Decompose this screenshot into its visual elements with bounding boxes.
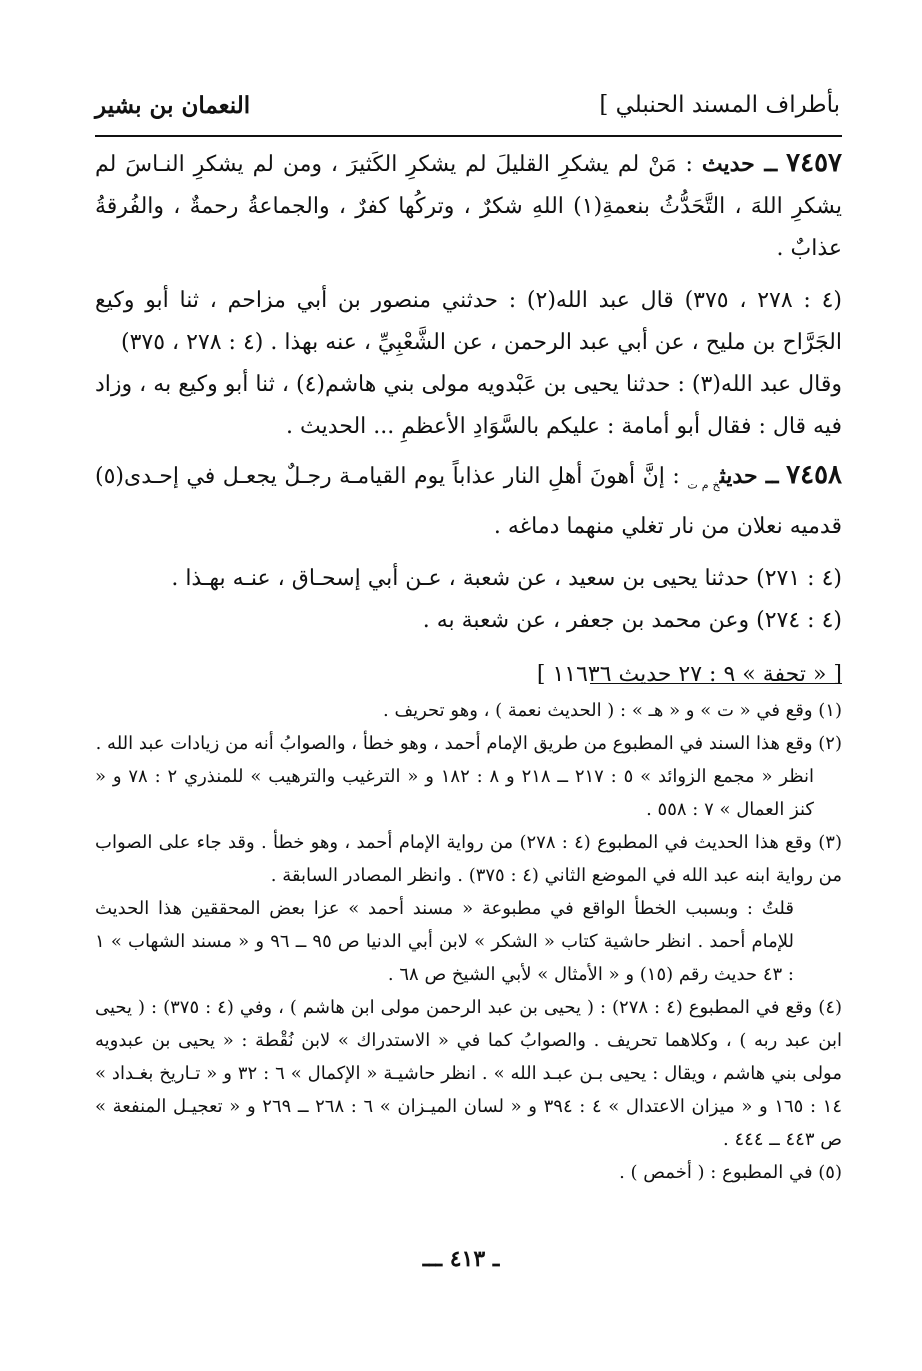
- header-divider: [95, 135, 842, 137]
- hadith-7457: [95, 142, 842, 270]
- hadith-label: ــ حديث: [701, 151, 778, 177]
- hadith-label: ــ حديث: [719, 463, 779, 489]
- hadith-7457-isnad-2: وقال عبد الله(٣) : حدثنا يحيى بن عَبْدويه مولى بني هاشم(٤) ، ثنا أبو وكيع به ، وزاد فيه قال : فقال أبو أمامة : عليكم بالسَّوَادِ الأعظمِ ... الحديث .: [95, 372, 842, 439]
- hadith-7458: [95, 454, 842, 548]
- source-marker: خ م ت: [687, 478, 720, 492]
- footnotes: [95, 694, 842, 1189]
- footnote-2: (٢) وقع هذا السند في المطبوع من طريق الإمام أحمد ، وهو خطأ ، والصوابُ أنه من زيادات عبد الله .: [95, 733, 842, 754]
- main-text: [95, 142, 842, 696]
- footnote-1: (١) وقع في « ت » و « هـ » : ( الحديث نعمة ) ، وهو تحريف .: [383, 700, 842, 721]
- hadith-number: ٧٤٥٧: [786, 148, 842, 178]
- running-header: [95, 92, 840, 132]
- hadith-number: ٧٤٥٨: [786, 460, 843, 490]
- hadith-text: : مَنْ لم يشكرِ القليلَ لم يشكرِ الكَثيرَ ، ومن لم يشكرِ النـاسَ لم يشكرِ اللهَ ، التَّحَدُّثُ بنعمةِ(١) اللهِ شكرٌ ، وتركُها كفرٌ ، والجماعةُ رحمةٌ ، والفُرقةُ عذابٌ .: [95, 152, 842, 261]
- hadith-7457-isnad-1: (٤ : ٢٧٨ ، ٣٧٥) قال عبد الله(٢) : حدثني منصور بن أبي مزاحم ، ثنا أبو وكيع الجَرَّاح بن مليح ، عن أبي عبد الرحمن ، عن الشَّعْبِيِّ ، عنه بهذا . (٤ : ٢٧٨ ، ٣٧٥): [95, 288, 842, 355]
- tuhfa-reference: [ « تحفة » ٩ : ٢٧ حديث ١١٦٣٦ ]: [536, 662, 842, 688]
- footnote-divider: [590, 683, 842, 684]
- footnote-3-note: قلتُ : وبسبب الخطأ الواقع في مطبوعة « مسند أحمد » عزا بعض المحققين هذا الحديث للإمام أحمد . انظر حاشية كتاب « الشكر » لابن أبي الدنيا ص ٩٥ ــ ٩٦ و « مسند الشهاب » ١ : ٤٣ حديث رقم (١٥) و « الأمثال » لأبي الشيخ ص ٦٨ .: [95, 898, 794, 985]
- footnote-5: (٥) في المطبوع : ( أخمص ) .: [619, 1162, 842, 1183]
- footnote-2-cont: انظر « مجمع الزوائد » ٥ : ٢١٧ ــ ٢١٨ و ٨ : ١٨٢ و « الترغيب والترهيب » للمنذري ٢ : ٧٨ و « كنز العمال » ٧ : ٥٥٨ .: [95, 766, 815, 820]
- hadith-7458-isnad-2: (٤ : ٢٧٤) وعن محمد بن جعفر ، عن شعبة به .: [422, 608, 842, 634]
- section-title: النعمان بن بشير: [95, 92, 251, 119]
- book-title: بأطراف المسند الحنبلي ]: [599, 92, 840, 118]
- page-number: ـ ٤١٣ ـــ: [422, 1246, 500, 1272]
- hadith-text: : إنَّ أهونَ أهلِ النار عذاباً يوم القيامـة رجـلٌ يجعـل في إحـدى(٥) قدميه نعلان من نار تغلي منهما دماغه .: [95, 464, 842, 540]
- footnote-3: (٣) وقع هذا الحديث في المطبوع (٤ : ٢٧٨) من رواية الإمام أحمد ، وهو خطأ . وقد جاء على الصواب من رواية ابنه عبد الله في الموضع الثاني (٤ : ٣٧٥) . وانظر المصادر السابقة .: [95, 832, 842, 886]
- footnote-4: (٤) وقع في المطبوع (٤ : ٢٧٨) : ( يحيى بن عبد الرحمن مولى ابن هاشم ) ، وفي (٤ : ٣٧٥) : ( يحيى ابن عبد ربه ) ، وكلاهما تحريف . والصوابُ كما في « الاستدراك » لابن نُقْطة : « يحيى بن عبدويه مولى بني هاشم ، ويقال : يحيى بـن عبـد الله » . انظر حاشيـة « الإكمال » ٦ : ٣٢ و « تـاريخ بغـداد » ١٤ : ١٦٥ و « ميزان الاعتدال » ٤ : ٣٩٤ و « لسان الميـزان » ٦ : ٢٦٨ ــ ٢٦٩ و « تعجيـل المنفعة » ص ٤٤٣ ــ ٤٤٤ .: [95, 997, 843, 1150]
- hadith-7458-isnad-1: (٤ : ٢٧١) حدثنا يحيى بن سعيد ، عن شعبة ، عـن أبي إسحـاق ، عنـه بهـذا .: [171, 566, 842, 592]
